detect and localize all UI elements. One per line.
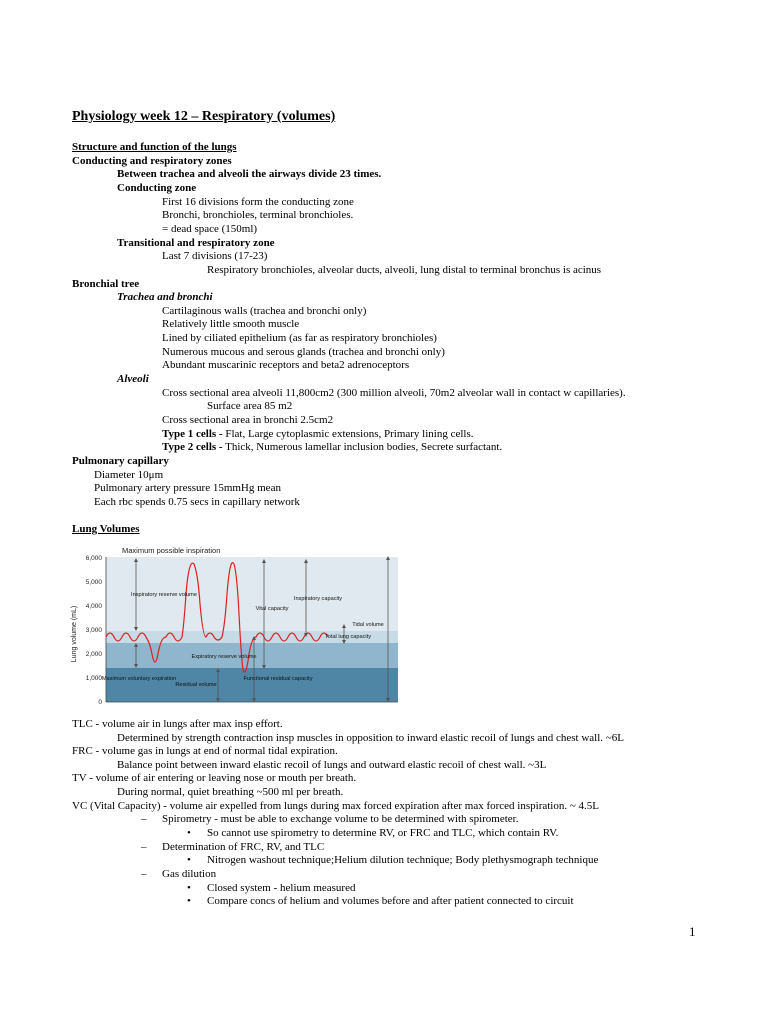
subheading: Bronchial tree <box>72 278 140 290</box>
subheading: Conducting and respiratory zones <box>72 155 232 167</box>
section-heading: Lung Volumes <box>72 523 140 535</box>
text-line: TV - volume of air entering or leaving nose or mouth per breath. <box>72 772 357 784</box>
text-line <box>162 428 474 441</box>
total-lung-capacity-label: Total lung capacity <box>324 634 372 640</box>
text-line: Abundant muscarinic receptors and beta2 adrenoceptors <box>162 359 410 371</box>
residual-volume-label: Residual volume <box>175 682 217 688</box>
dot-bullet: • <box>187 882 191 894</box>
text-line: Relatively little smooth muscle <box>162 318 300 330</box>
dot-bullet: • <box>187 895 191 907</box>
dot-bullet: • <box>187 827 191 839</box>
text-line: Nitrogen washout technique;Helium dilution technique; Body plethysmograph technique <box>207 854 599 866</box>
inspiratory-capacity-label: Inspiratory capacity <box>293 596 343 602</box>
text-line: Lined by ciliated epithelium (as far as respiratory bronchioles) <box>162 332 437 344</box>
text-line: Pulmonary artery pressure 15mmHg mean <box>94 482 281 494</box>
text-line: First 16 divisions form the conducting zone <box>162 196 354 208</box>
text-line: = dead space (150ml) <box>162 223 258 235</box>
text-line: Bronchi, bronchioles, terminal bronchioles. <box>162 209 354 221</box>
y-tick: 6,000 <box>85 555 102 562</box>
frc-label: Functional residual capacity <box>243 676 313 682</box>
erv-label: Expiratory reserve volume <box>191 654 257 660</box>
y-tick: 3,000 <box>85 627 102 634</box>
text-line: Numerous mucous and serous glands (trachea and bronchi only) <box>162 346 445 358</box>
figure-header: Maximum possible inspiration <box>122 546 221 555</box>
max-voluntary-expiration-label: Maximum voluntary expiration <box>101 676 177 682</box>
text-line: Surface area 85 m2 <box>207 400 293 412</box>
text-line: VC (Vital Capacity) - volume air expelled from lungs during max forced expiration after max forced inspiration. ~ 4.5L <box>72 800 600 812</box>
text-line: Last 7 divisions (17-23) <box>162 250 268 262</box>
y-tick: 1,000 <box>85 675 102 682</box>
y-tick: 0 <box>98 699 102 706</box>
text-line: During normal, quiet breathing ~500 ml per breath. <box>117 786 344 798</box>
type2-text: Thick, Numerous lamellar inclusion bodies, Secrete surfactant. <box>222 441 503 453</box>
text-line: Each rbc spends 0.75 secs in capillary network <box>94 496 300 508</box>
subheading: Conducting zone <box>117 182 197 194</box>
text-line: Compare concs of helium and volumes before and after patient connected to circuit <box>207 895 574 907</box>
subheading: Transitional and respiratory zone <box>117 237 275 249</box>
text-line: TLC - volume air in lungs after max insp effort. <box>72 718 283 730</box>
text-line: Closed system - helium measured <box>207 882 356 894</box>
text-line: Between trachea and alveoli the airways divide 23 times. <box>117 168 382 180</box>
band-rv <box>106 668 398 702</box>
subheading: Alveoli <box>117 373 149 385</box>
y-tick: 5,000 <box>85 579 102 586</box>
text-line: Gas dilution <box>162 868 217 880</box>
type2-label: Type 2 cells - <box>162 441 223 453</box>
dot-bullet: • <box>187 854 191 866</box>
subheading: Pulmonary capillary <box>72 455 169 467</box>
text-line: Respiratory bronchioles, alveolar ducts, alveoli, lung distal to terminal bronchus is acinus <box>207 264 602 276</box>
y-tick: 4,000 <box>85 603 102 610</box>
section-heading: Structure and function of the lungs <box>72 141 237 153</box>
text-line: FRC - volume gas in lungs at end of normal tidal expiration. <box>72 745 338 757</box>
subheading: Trachea and bronchi <box>117 291 213 303</box>
dash-bullet: – <box>141 813 147 825</box>
text-line: Determined by strength contraction insp muscles in opposition to inward elastic recoil of lungs and chest wall. ~6L <box>117 732 624 744</box>
text-line: Cross sectional area in bronchi 2.5cm2 <box>162 414 334 426</box>
dash-bullet: – <box>141 841 147 853</box>
text-line: Cross sectional area alveoli 11,800cm2 (300 million alveoli, 70m2 alveolar wall in contact w capillaries). <box>162 387 626 399</box>
type1-label: Type 1 cells - <box>162 428 223 440</box>
text-line: So cannot use spirometry to determine RV, or FRC and TLC, which contain RV. <box>207 827 559 839</box>
text-line: Cartilaginous walls (trachea and bronchi only) <box>162 305 367 317</box>
lung-volumes-figure <box>66 544 402 708</box>
text-line: Balance point between inward elastic recoil of lungs and outward elastic recoil of chest wall. ~3L <box>117 759 547 771</box>
y-axis-ticks <box>86 555 103 706</box>
text-line <box>162 441 502 454</box>
tidal-volume-label: Tidal volume <box>352 622 384 628</box>
irv-label <box>131 592 197 598</box>
dash-bullet: – <box>141 868 147 880</box>
y-axis-label: Lung volume (mL) <box>71 605 78 663</box>
page-number: 1 <box>689 924 696 939</box>
type1-text: Flat, Large cytoplasmic extensions, Primary lining cells. <box>222 428 474 440</box>
y-tick: 2,000 <box>85 651 102 658</box>
text-line: Spirometry - must be able to exchange volume to be determined with spirometer. <box>162 813 519 825</box>
text-line: Diameter 10μm <box>94 469 164 481</box>
text-line: Determination of FRC, RV, and TLC <box>162 841 325 853</box>
vital-capacity-label: Vital capacity <box>255 606 289 612</box>
page-title: Physiology week 12 – Respiratory (volumes) <box>72 109 336 124</box>
irv-label-text: Inspiratory reserve volume <box>131 592 197 598</box>
